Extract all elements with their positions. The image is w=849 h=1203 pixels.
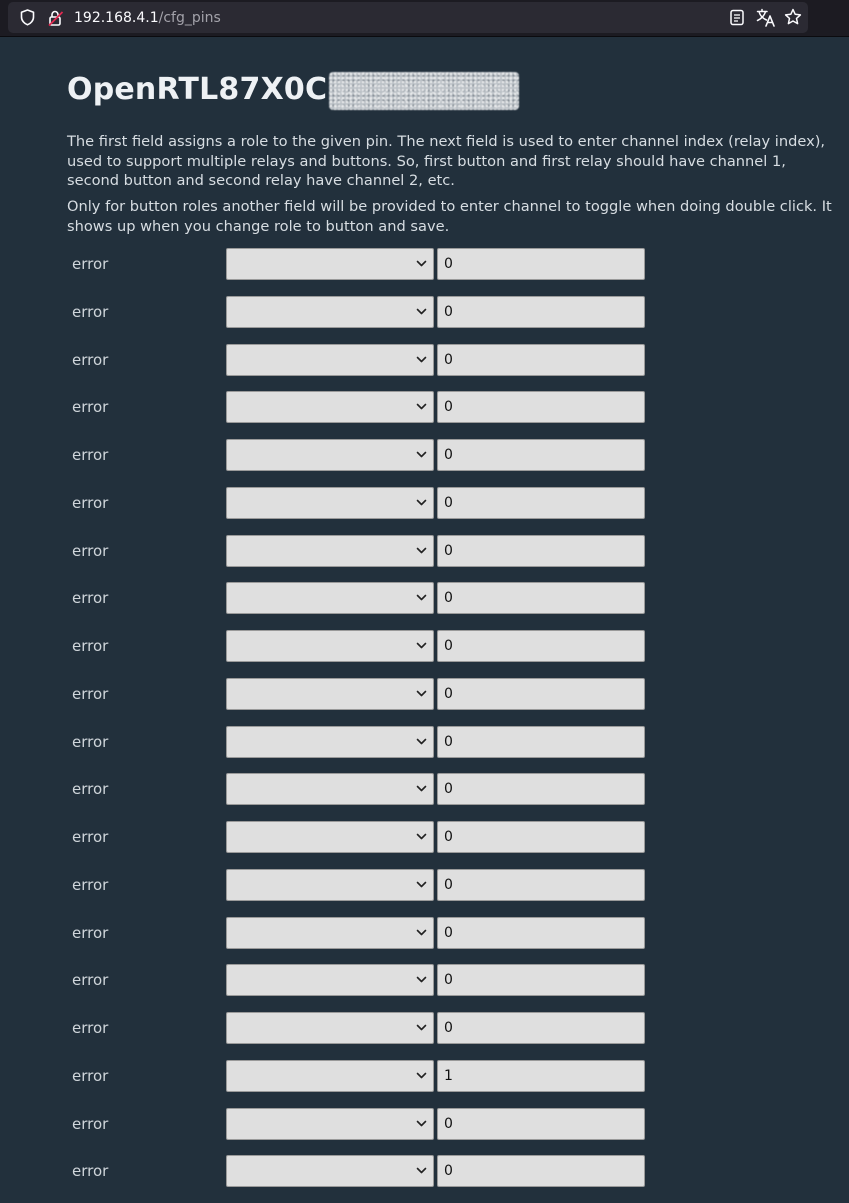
pin-channel-input[interactable]: 0 [437, 582, 645, 614]
chevron-down-icon [416, 738, 427, 746]
chevron-down-icon [416, 785, 427, 793]
pin-row [67, 535, 667, 583]
chevron-down-icon [416, 451, 427, 459]
pin-row [67, 248, 667, 296]
chevron-down-icon [416, 1167, 427, 1175]
pin-label: error [72, 302, 109, 321]
url-host: 192.168.4.1 [74, 10, 159, 26]
reader-view-icon[interactable] [729, 9, 745, 30]
pin-role-select[interactable] [226, 964, 434, 996]
pin-channel-input[interactable]: 0 [437, 1108, 645, 1140]
pin-label: error [72, 1019, 109, 1037]
pin-label: error [72, 541, 109, 560]
pin-label: error [72, 255, 109, 273]
pin-row [67, 1108, 667, 1156]
chevron-down-icon [416, 260, 427, 268]
chevron-down-icon [416, 1072, 427, 1080]
pin-role-select[interactable] [226, 821, 434, 853]
pin-channel-input[interactable]: 0 [437, 964, 645, 996]
chevron-down-icon [416, 356, 427, 364]
pin-role-select[interactable] [226, 1060, 434, 1092]
pin-channel-input[interactable]: 0 [437, 296, 645, 328]
pin-label: error [72, 1114, 109, 1133]
pin-role-select[interactable] [226, 535, 434, 567]
redacted-device-id [329, 72, 519, 110]
pin-channel-input[interactable]: 0 [437, 630, 645, 662]
pin-row [67, 773, 667, 821]
pin-row [67, 869, 667, 917]
pin-channel-input[interactable]: 0 [437, 821, 645, 853]
chevron-down-icon [416, 308, 427, 316]
pin-channel-input[interactable]: 0 [437, 439, 645, 471]
pin-row [67, 487, 667, 535]
chevron-down-icon [416, 1024, 427, 1032]
chevron-down-icon [416, 690, 427, 698]
description-roles: The first field assigns a role to the given pin. The next field is used to enter channel index (relay index), used to support multiple relays and buttons. So, first button and first relay should have channel 1, second button and second relay have channel 2, etc. [67, 133, 826, 189]
chevron-down-icon [416, 976, 427, 984]
pin-channel-input[interactable]: 0 [437, 773, 645, 805]
pin-role-select[interactable] [226, 582, 434, 614]
pin-label: error [72, 398, 109, 417]
pin-row [67, 917, 667, 965]
description-double-click: Only for button roles another field will be provided to enter channel to toggle when doing double click. It shows up when you change role to button and save. [67, 198, 832, 235]
pin-label: error [72, 875, 109, 894]
chevron-down-icon [416, 403, 427, 411]
pin-label: error [72, 493, 109, 512]
insecure-lock-icon[interactable] [47, 9, 65, 31]
pin-role-select[interactable] [226, 248, 434, 280]
pin-row [67, 1012, 667, 1060]
pin-row [67, 1155, 667, 1203]
pin-row [67, 1060, 667, 1108]
pin-role-select[interactable] [226, 391, 434, 423]
pin-channel-input[interactable]: 0 [437, 535, 645, 567]
pin-row [67, 630, 667, 678]
browser-toolbar [0, 0, 849, 37]
pin-row [67, 582, 667, 630]
pin-row [67, 821, 667, 869]
page-title: OpenRTL87X0C [67, 72, 328, 107]
pin-label: error [72, 828, 109, 846]
pin-role-select[interactable] [226, 630, 434, 662]
url-text[interactable] [74, 9, 221, 27]
pin-role-select[interactable] [226, 869, 434, 901]
pin-list [67, 248, 667, 1203]
bookmark-star-icon[interactable] [784, 8, 802, 30]
translate-icon[interactable] [756, 8, 776, 31]
chevron-down-icon [416, 499, 427, 507]
pin-label: error [72, 1162, 109, 1181]
title-row [67, 66, 519, 114]
pin-channel-input[interactable]: 0 [437, 869, 645, 901]
pin-channel-input[interactable]: 1 [437, 1060, 645, 1092]
pin-row [67, 391, 667, 439]
pin-label: error [72, 732, 109, 751]
pin-channel-input[interactable]: 0 [437, 487, 645, 519]
pin-label: error [72, 971, 109, 990]
pin-label: error [72, 350, 109, 369]
pin-role-select[interactable] [226, 296, 434, 328]
pin-channel-input[interactable]: 0 [437, 248, 645, 280]
chevron-down-icon [416, 833, 427, 841]
pin-channel-input[interactable]: 0 [437, 391, 645, 423]
pin-role-select[interactable] [226, 439, 434, 471]
pin-role-select[interactable] [226, 678, 434, 710]
url-path: /cfg_pins [158, 10, 221, 26]
pin-role-select[interactable] [226, 917, 434, 949]
pin-label: error [72, 684, 109, 703]
pin-channel-input[interactable]: 0 [437, 917, 645, 949]
shield-icon[interactable] [20, 9, 35, 30]
pin-role-select[interactable] [226, 726, 434, 758]
chevron-down-icon [416, 642, 427, 650]
pin-role-select[interactable] [226, 773, 434, 805]
pin-row [67, 439, 667, 487]
pin-channel-input[interactable]: 0 [437, 344, 645, 376]
chevron-down-icon [416, 881, 427, 889]
pin-label: error [72, 1066, 109, 1085]
pin-row [67, 964, 667, 1012]
chevron-down-icon [416, 1120, 427, 1128]
pin-role-select[interactable] [226, 1108, 434, 1140]
chevron-down-icon [416, 547, 427, 555]
pin-label: error [72, 637, 109, 655]
pin-role-select[interactable] [226, 1012, 434, 1044]
pin-label: error [72, 589, 109, 608]
pin-label: error [72, 923, 109, 942]
pin-label: error [72, 780, 109, 799]
pin-row [67, 344, 667, 392]
pin-channel-input[interactable]: 0 [437, 678, 645, 710]
pin-role-select[interactable] [226, 344, 434, 376]
pin-row [67, 726, 667, 774]
pin-row [67, 296, 667, 344]
pin-channel-input[interactable]: 0 [437, 1012, 645, 1044]
pin-channel-input[interactable]: 0 [437, 726, 645, 758]
chevron-down-icon [416, 929, 427, 937]
pin-channel-input[interactable]: 0 [437, 1155, 645, 1187]
pin-row [67, 678, 667, 726]
pin-role-select[interactable] [226, 487, 434, 519]
pin-role-select[interactable] [226, 1155, 434, 1187]
chevron-down-icon [416, 594, 427, 602]
pin-label: error [72, 446, 109, 464]
